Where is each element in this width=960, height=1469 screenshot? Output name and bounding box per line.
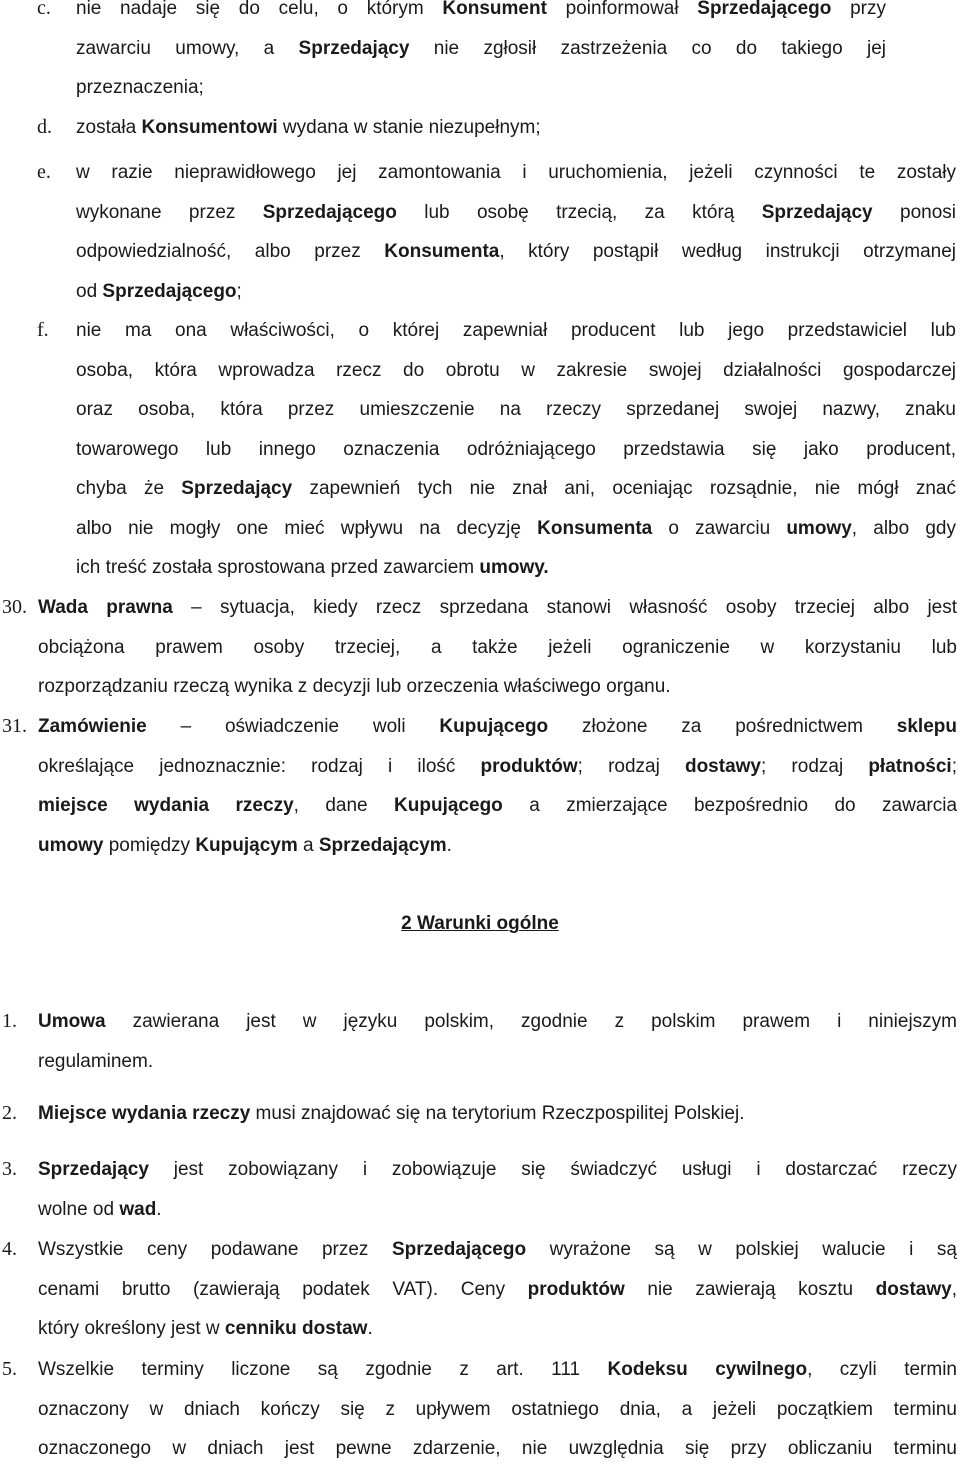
bold-term: płatności	[868, 755, 952, 777]
bold-term: wad	[119, 1198, 157, 1220]
bold-term: Konsumentowi	[141, 117, 278, 138]
list-marker: 31.	[2, 715, 27, 737]
text-run: przy	[831, 0, 886, 19]
text-line	[76, 430, 956, 470]
text-line	[38, 786, 957, 826]
text-run: , dane	[293, 795, 395, 816]
bold-term: dostawy	[684, 755, 761, 777]
bold-term: produktów	[480, 755, 578, 777]
text-run: ponosi	[872, 201, 956, 223]
text-line	[76, 311, 956, 351]
text-run: nie zawierają kosztu	[624, 1278, 876, 1300]
text-line	[38, 1429, 957, 1469]
text-line	[38, 747, 957, 787]
text-line	[38, 1350, 957, 1390]
text-run: .	[156, 1198, 162, 1220]
text-run: zawarciu umowy, a	[76, 37, 299, 59]
bold-term: Kodeksu cywilnego	[607, 1359, 808, 1380]
list-marker: 5.	[2, 1358, 17, 1380]
text-run: o zawarciu	[652, 517, 787, 539]
text-run: chyba że	[76, 478, 182, 499]
condition-text	[38, 1230, 957, 1349]
list-item-text	[76, 311, 956, 588]
condition-text	[38, 1350, 957, 1469]
bold-term: Konsumenta	[384, 241, 500, 262]
text-run: rozporządzaniu rzeczą wynika z decyzji lub orzeczenia właściwego organu.	[38, 676, 671, 697]
text-run: musi znajdować się na terytorium Rzeczpospilitej Polskiej.	[250, 1103, 745, 1124]
bold-term: Kupującego	[439, 716, 549, 737]
list-marker: 4.	[2, 1238, 17, 1260]
list-marker: 2.	[2, 1102, 17, 1124]
bold-term: Konsumenta	[537, 517, 653, 539]
text-run: poinformował	[546, 0, 698, 19]
bold-term: dostawy	[875, 1278, 952, 1300]
bold-term: cenniku dostaw	[224, 1318, 368, 1339]
text-run: odpowiedzialność, albo przez	[76, 241, 385, 262]
text-run: , albo gdy	[851, 517, 956, 539]
section-heading: 2 Warunki ogólne	[401, 913, 559, 934]
text-run: regulaminem.	[38, 1050, 154, 1072]
text-run: ;	[236, 280, 242, 302]
text-line	[38, 667, 957, 707]
bold-term: Kupującego	[394, 795, 503, 816]
text-run: Wszelkie terminy liczone są zgodnie z art. 111	[38, 1359, 608, 1380]
text-run: .	[446, 834, 452, 856]
bold-term: Zamówienie	[38, 716, 147, 737]
list-item-text	[76, 153, 956, 311]
list-marker: 1.	[2, 1010, 17, 1032]
list-marker: d.	[37, 116, 52, 138]
text-run: jest zobowiązany i zobowiązuje się świadczyć usługi i dostarczać rzeczy	[148, 1159, 957, 1180]
text-line	[38, 1270, 957, 1310]
bold-term: Miejsce wydania rzeczy	[38, 1103, 251, 1124]
text-line	[76, 193, 956, 233]
text-run: Wszystkie ceny podawane przez	[38, 1239, 392, 1260]
definition-text	[38, 707, 957, 865]
text-run: została	[76, 117, 142, 138]
text-run: ; rodzaj	[761, 755, 869, 777]
text-run: zapewnień tych nie znał ani, oceniając rozsądnie, nie mógł znać	[292, 478, 956, 499]
text-run: przeznaczenia;	[76, 77, 204, 98]
text-line	[38, 588, 957, 628]
text-line	[76, 548, 956, 588]
list-marker: e.	[37, 161, 51, 183]
text-line	[38, 1390, 957, 1430]
text-run: obciążona prawem osoby trzeciej, a także jeżeli ograniczenie w korzystaniu lub	[38, 636, 957, 658]
condition-text	[38, 1002, 957, 1081]
text-run: ich treść została sprostowana przed zawarciem	[76, 557, 480, 578]
text-run: wydana w stanie niezupełnym;	[277, 117, 541, 138]
text-run: nie nadaje się do celu, o którym	[76, 0, 443, 19]
condition-text	[38, 1150, 957, 1229]
list-item-text	[76, 108, 886, 148]
text-line	[38, 1230, 957, 1270]
text-run: oznaczony w dniach kończy się z upływem ostatniego dnia, a jeżeli początkiem terminu	[38, 1398, 957, 1420]
text-line	[38, 1309, 957, 1349]
bold-term: umowy	[38, 834, 104, 856]
text-line	[76, 509, 956, 549]
condition-text	[38, 1094, 957, 1134]
text-run: wyrażone są w polskiej walucie i są	[526, 1239, 957, 1260]
text-run: wolne od	[38, 1198, 120, 1220]
text-run: towarowego lub innego oznaczenia odróżniającego przedstawia się jako producent,	[76, 438, 956, 460]
text-line	[76, 351, 956, 391]
text-run: złożone za pośrednictwem	[548, 716, 897, 737]
text-run: ; rodzaj	[577, 755, 685, 777]
text-line	[76, 153, 956, 193]
text-run: od	[76, 280, 103, 302]
bold-term: Sprzedającego	[102, 280, 237, 302]
text-line	[38, 1002, 957, 1042]
text-run: określające jednoznacznie: rodzaj i ilość	[38, 755, 481, 777]
bold-term: Sprzedającego	[697, 0, 832, 19]
list-marker: 3.	[2, 1158, 17, 1180]
text-line	[38, 628, 957, 668]
bold-term: Konsument	[442, 0, 547, 19]
text-run: albo nie mogły one mieć wpływu na decyzję	[76, 517, 538, 539]
text-run: lub osobę trzecią, za którą	[396, 201, 762, 223]
text-run: zawierana jest w języku polskim, zgodnie z polskim prawem i niniejszym	[105, 1011, 957, 1032]
text-line	[38, 1150, 957, 1190]
bold-term: Umowa	[38, 1011, 106, 1032]
text-run: ,	[951, 1278, 957, 1300]
text-line	[76, 68, 886, 108]
text-run: , czyli termin	[807, 1359, 957, 1380]
bold-term: umowy.	[479, 557, 549, 578]
list-item-text	[76, 0, 886, 108]
text-line	[76, 469, 956, 509]
bold-term: Sprzedający	[181, 478, 293, 499]
text-run: nie ma ona właściwości, o której zapewniał producent lub jego przedstawiciel lub	[76, 320, 956, 341]
list-marker: c.	[37, 0, 51, 19]
list-marker: f.	[37, 319, 49, 341]
text-run: oraz osoba, która przez umieszczenie na rzeczy sprzedanej swojej nazwy, znaku	[76, 399, 956, 420]
text-run: ;	[951, 755, 957, 777]
text-line	[76, 232, 956, 272]
bold-term: Sprzedającym	[318, 834, 447, 856]
text-line	[38, 826, 957, 866]
bold-term: Sprzedający	[38, 1159, 149, 1180]
text-run: w razie nieprawidłowego jej zamontowania i uruchomienia, jeżeli czynności te zostały	[76, 162, 956, 183]
text-line	[76, 390, 956, 430]
text-line	[38, 1094, 957, 1134]
text-run: a zmierzające bezpośrednio do zawarcia	[502, 795, 958, 816]
text-run: .	[367, 1318, 373, 1339]
bold-term: miejsce wydania rzeczy	[38, 795, 294, 816]
bold-term: Sprzedającego	[391, 1239, 527, 1260]
text-run: cenami brutto (zawierają podatek VAT). Ceny	[38, 1278, 528, 1300]
bold-term: produktów	[527, 1278, 625, 1300]
text-line	[76, 29, 886, 69]
text-line	[38, 707, 957, 747]
text-run: wykonane przez	[76, 201, 263, 223]
text-line	[38, 1042, 957, 1082]
bold-term: Wada prawna	[38, 597, 173, 618]
text-run: – oświadczenie woli	[146, 716, 440, 737]
text-line	[76, 272, 956, 312]
text-run: nie zgłosił zastrzeżenia co do takiego jej	[409, 37, 886, 59]
list-marker: 30.	[2, 596, 27, 618]
bold-term: sklepu	[896, 716, 957, 737]
text-run: osoba, która wprowadza rzecz do obrotu w zakresie swojej działalności gospodarczej	[76, 359, 956, 381]
text-run: pomiędzy	[103, 834, 196, 856]
text-run: oznaczonego w dniach jest pewne zdarzenie, nie uwzględnia się przy obliczaniu terminu	[38, 1438, 957, 1459]
bold-term: Sprzedający	[298, 37, 410, 59]
text-line	[76, 0, 886, 29]
definition-text	[38, 588, 957, 707]
text-line	[76, 108, 886, 148]
text-run: który określony jest w	[38, 1318, 225, 1339]
bold-term: Sprzedający	[761, 201, 873, 223]
bold-term: Sprzedającego	[262, 201, 397, 223]
bold-term: umowy	[786, 517, 852, 539]
bold-term: Kupującym	[195, 834, 298, 856]
text-line	[38, 1190, 957, 1230]
text-run: , który postąpił według instrukcji otrzymanej	[499, 241, 956, 262]
text-run: – sytuacja, kiedy rzecz sprzedana stanowi własność osoby trzeciej albo jest	[172, 597, 958, 618]
text-run: a	[297, 834, 319, 856]
